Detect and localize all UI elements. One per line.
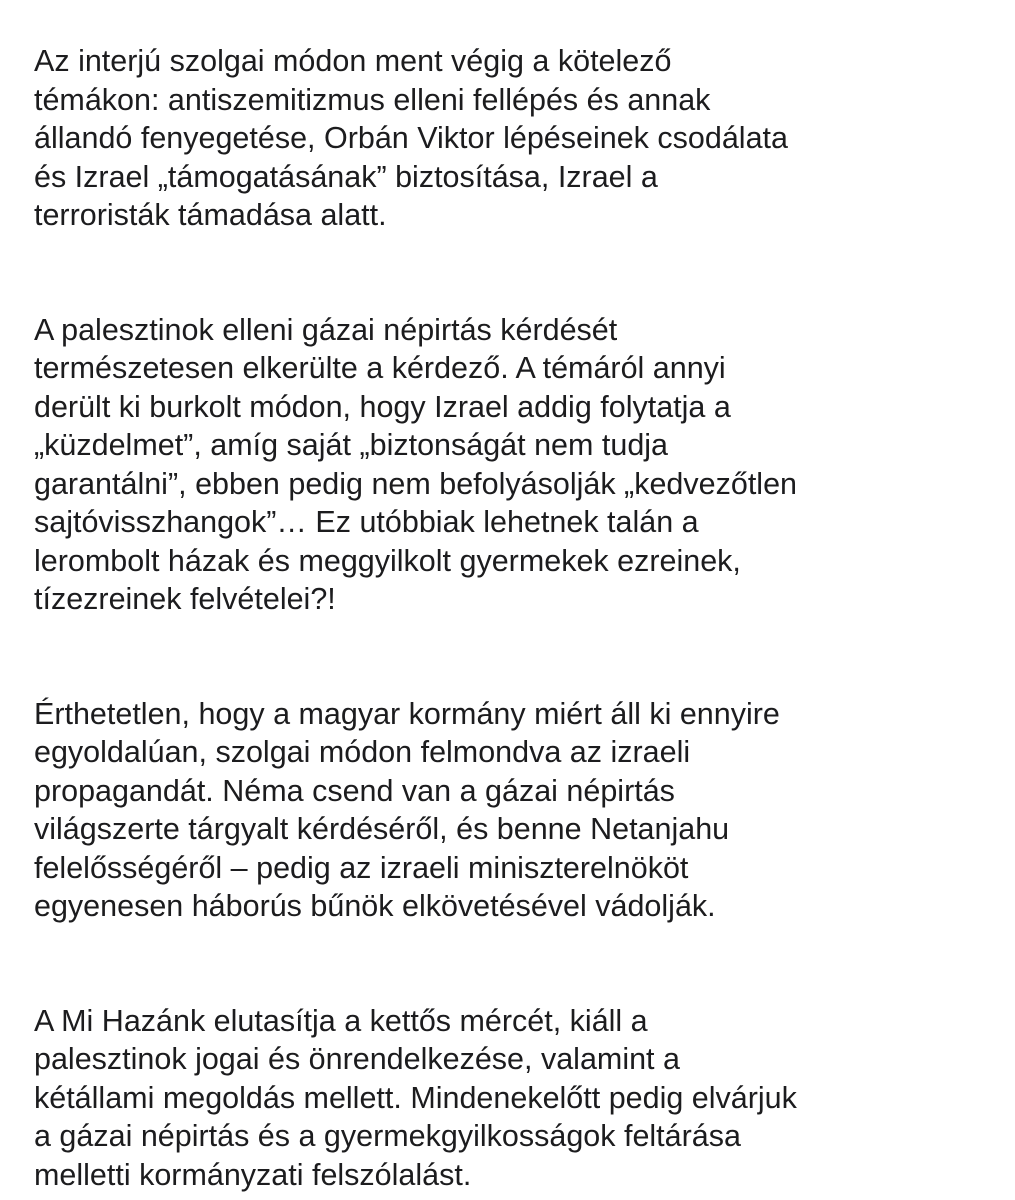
text-line: egyoldalúan, szolgai módon felmondva az izraeli [34, 735, 691, 769]
text-line: és Izrael „támogatásának” biztosítása, Izrael a [34, 159, 658, 194]
paragraph-3 [34, 695, 979, 926]
text-line: felelősségéről – pedig az izraeli miniszterelnököt [34, 850, 689, 885]
text-line: palesztinok jogai és önrendelkezése, valamint a [34, 1042, 680, 1076]
text-line: sajtóvisszhangok”… Ez utóbbiak lehetnek talán a [34, 505, 699, 539]
text-line: lerombolt házak és meggyilkolt gyermekek ezreinek, [34, 543, 741, 578]
text-line: melletti kormányzati felszólalást. [34, 1157, 472, 1192]
text-line: a gázai népirtás és a gyermekgyilkosságok feltárása [34, 1119, 741, 1153]
text-line: egyenesen háborús bűnök elkövetésével vádolják. [34, 889, 716, 923]
text-line: tízezreinek felvételei?! [34, 582, 336, 616]
paragraph-4 [34, 1002, 979, 1195]
text-line: terroristák támadása alatt. [34, 198, 387, 232]
text-line: Érthetetlen, hogy a magyar kormány miért áll ki ennyire [34, 696, 780, 731]
paragraph-2 [34, 311, 979, 619]
text-line: propagandát. Néma csend van a gázai népirtás [34, 773, 675, 808]
paragraph-spacer [34, 926, 979, 1002]
text-line: állandó fenyegetése, Orbán Viktor lépéseinek csodálata [34, 121, 788, 155]
text-line: természetesen elkerülte a kérdező. A témáról annyi [34, 351, 726, 385]
text-line: A Mi Hazánk elutasítja a kettős mércét, kiáll a [34, 1003, 648, 1038]
text-line: A palesztinok elleni gázai népirtás kérdését [34, 312, 618, 347]
text-line: témákon: antiszemitizmus elleni fellépés és annak [34, 82, 711, 117]
text-line: „küzdelmet”, amíg saját „biztonságát nem tudja [34, 428, 669, 462]
paragraph-spacer [34, 235, 979, 311]
paragraph-1 [34, 42, 979, 235]
text-line: világszerte tárgyalt kérdéséről, és benne Netanjahu [34, 812, 730, 846]
text-line: garantálni”, ebben pedig nem befolyásolják „kedvezőtlen [34, 466, 797, 501]
text-line: derült ki burkolt módon, hogy Izrael addig folytatja a [34, 389, 731, 424]
paragraph-spacer [34, 619, 979, 695]
text-line: Az interjú szolgai módon ment végig a kötelező [34, 44, 672, 78]
text-line: kétállami megoldás mellett. Mindenekelőtt pedig elvárjuk [34, 1080, 797, 1115]
